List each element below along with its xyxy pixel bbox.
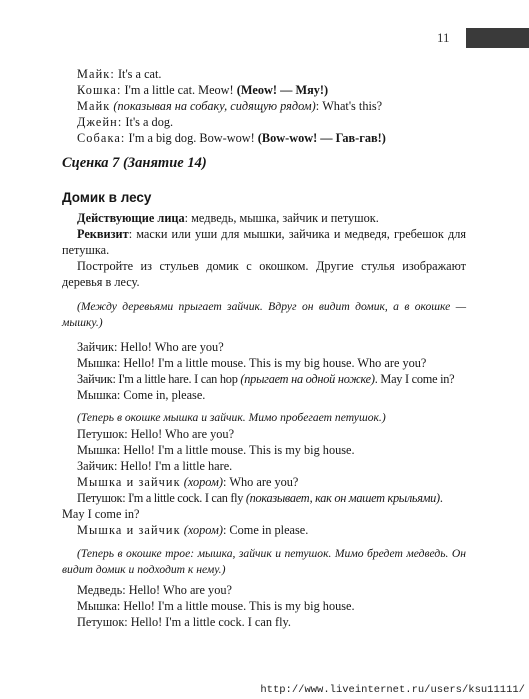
line-text: . May I come in? <box>374 372 455 386</box>
speaker: Мышка и зайчик <box>77 475 181 489</box>
speaker: Кошка: <box>77 83 122 97</box>
dialogue-line <box>77 582 232 598</box>
characters-label: Действующие лица <box>77 211 185 225</box>
line-text: It's a dog. <box>122 115 174 129</box>
line-text: Hello! I'm a little cock. I can fly. <box>127 615 291 629</box>
stage-direction: (прыгает на одной ножке) <box>240 372 375 386</box>
dialogue-line <box>77 98 382 114</box>
dialogue-line <box>77 130 386 146</box>
line-text: Hello! Who are you? <box>127 427 235 441</box>
setup-paragraph: Постройте из стульев домик с окошком. Другие стулья изображают деревья в лесу. <box>62 259 466 289</box>
dialogue-line <box>77 614 291 630</box>
line-text: I'm a little cat. Meow! <box>121 83 237 97</box>
stage-direction: (хором) <box>180 523 223 537</box>
line-text: : Come in please. <box>222 523 309 537</box>
watermark-url: http://www.liveinternet.ru/users/ksu11111/ <box>260 684 525 696</box>
stage-direction: (Теперь в окошке мышка и зайчик. Мимо пробегает петушок.) <box>77 411 386 424</box>
speaker: Зайчик: <box>77 340 118 354</box>
line-bold: (Meow! — Мяу!) <box>236 83 329 97</box>
line-bold: (Bow-wow! — Гав-гав!) <box>257 131 386 145</box>
line-text: Hello! Who are you? <box>117 340 224 354</box>
speaker: Медведь: <box>77 583 126 597</box>
dialogue-line <box>77 474 298 490</box>
dialogue-line <box>77 387 205 403</box>
line-text: Come in, please. <box>120 388 206 402</box>
dialogue-line <box>77 82 328 98</box>
line-text: : Who are you? <box>222 475 299 489</box>
dialogue-line <box>77 598 355 614</box>
dialogue-line <box>77 442 355 458</box>
dialogue-line <box>77 490 443 506</box>
stage-direction: (показывает, как он машет крыльями) <box>245 491 440 505</box>
characters-line <box>77 210 379 226</box>
line-text: Hello! I'm a little mouse. This is my big house. Who are you? <box>120 356 427 370</box>
line-text: May I come in? <box>62 507 140 521</box>
dialogue-line <box>77 355 426 371</box>
line-text: Hello! I'm a little mouse. This is my big house. <box>120 443 355 457</box>
line-text: : What's this? <box>315 99 383 113</box>
line-text: I'm a little hare. I can hop <box>115 372 241 386</box>
line-text: I'm a little cock. I can fly <box>125 491 246 505</box>
dialogue-line <box>77 426 234 442</box>
stage-direction: (Между деревьями прыгает зайчик. Вдруг он видит домик, а в окошке — мышку.) <box>62 300 466 329</box>
dialogue-line <box>77 522 308 538</box>
speaker: Зайчик: <box>77 372 116 386</box>
speaker: Мышка: <box>77 599 121 613</box>
line-text: . <box>439 491 443 505</box>
dialogue-line <box>62 506 140 522</box>
stage-direction: (хором) <box>180 475 223 489</box>
speaker: Майк <box>77 99 111 113</box>
line-text: I'm a big dog. Bow-wow! <box>125 131 258 145</box>
dialogue-line <box>77 458 232 474</box>
characters-text: : медведь, мышка, зайчик и петушок. <box>184 211 379 225</box>
speaker: Петушок: <box>77 615 128 629</box>
props-paragraph <box>62 226 466 258</box>
speaker: Мышка: <box>77 443 121 457</box>
section-heading: Домик в лесу <box>62 190 152 205</box>
speaker: Зайчик: <box>77 459 118 473</box>
page-number: 11 <box>437 30 450 45</box>
dialogue-line <box>77 114 173 130</box>
stage-direction: (Теперь в окошке трое: мышка, зайчик и петушок. Мимо бредет медведь. Он видит домик и подходит к нему.) <box>62 547 466 576</box>
stage-direction: (показывая на собаку, сидящую рядом) <box>110 99 316 113</box>
dialogue-line <box>77 66 161 82</box>
dialogue-line <box>77 339 224 355</box>
line-text: Hello! I'm a little hare. <box>117 459 233 473</box>
props-label: Реквизит <box>77 227 129 241</box>
line-text: Hello! Who are you? <box>125 583 232 597</box>
line-text: It's a cat. <box>114 67 162 81</box>
line-text: Hello! I'm a little mouse. This is my big house. <box>120 599 355 613</box>
scene-title: Сценка 7 (Занятие 14) <box>62 155 207 171</box>
speaker: Майк: <box>77 67 115 81</box>
speaker: Мышка и зайчик <box>77 523 181 537</box>
speaker: Собака: <box>77 131 126 145</box>
speaker: Мышка: <box>77 388 121 402</box>
dialogue-line <box>77 371 454 387</box>
speaker: Петушок: <box>77 491 126 505</box>
speaker: Мышка: <box>77 356 121 370</box>
speaker: Джейн: <box>77 115 123 129</box>
corner-tab <box>466 28 529 48</box>
props-text: : маски или уши для мышки, зайчика и медведя, гребешок для петушка. <box>62 227 466 257</box>
speaker: Петушок: <box>77 427 128 441</box>
